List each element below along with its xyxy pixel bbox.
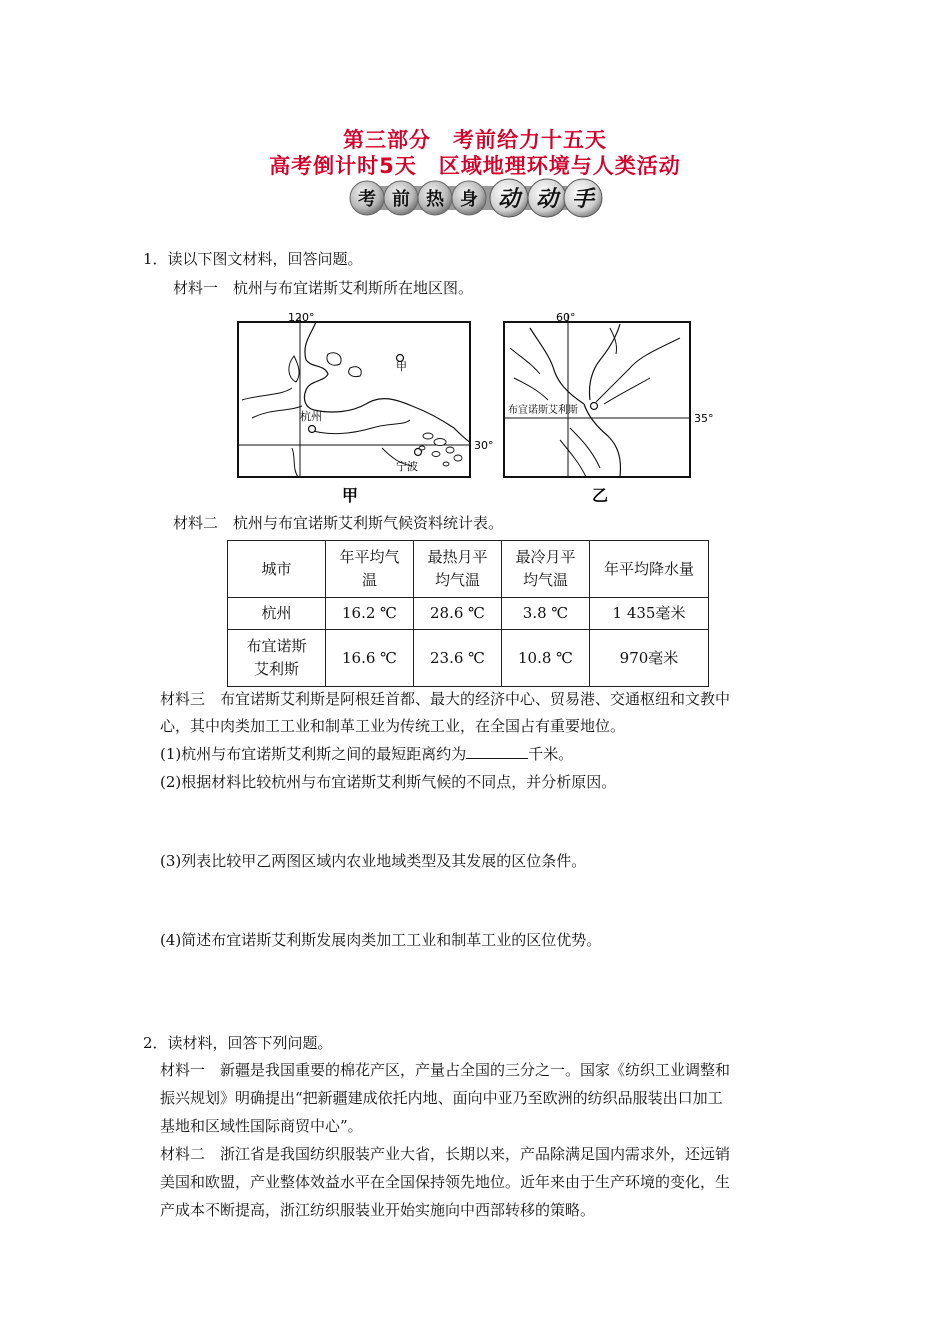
q1-material3-line1: 材料三 布宜诺斯艾利斯是阿根廷首都、最大的经济中心、贸易港、交通枢纽和文教中: [160, 690, 731, 708]
longitude-label: 120°: [288, 311, 315, 324]
longitude-label: 60°: [556, 311, 576, 324]
map-jia-caption: 甲: [342, 486, 359, 505]
banner-char: 考: [358, 189, 376, 210]
q2-material2-line3: 产成本不断提高，浙江纺织服装业开始实施向中西部转移的策略。: [160, 1201, 596, 1219]
q1-sub1: (1)杭州与布宜诺斯艾利斯之间的最短距离约为 千米。: [160, 745, 574, 763]
banner-char: 手: [571, 187, 595, 212]
map-yi-caption: 乙: [592, 486, 609, 505]
table-header-cell: 年平均气 温: [326, 541, 414, 598]
answer-blank[interactable]: [466, 744, 528, 759]
climate-table: [227, 540, 709, 687]
q2-material1-line3: 基地和区域性国际商贸中心”。: [160, 1117, 363, 1135]
map-yi: [500, 308, 720, 508]
table-cell: 23.6 ℃: [414, 630, 502, 687]
hangzhou-label: 杭州: [300, 410, 322, 423]
banner-char: 身: [460, 189, 478, 210]
q1-sub4: (4)简述布宜诺斯艾利斯发展肉类加工工业和制革工业的区位优势。: [160, 931, 602, 949]
table-header-cell: 城市: [228, 541, 326, 598]
table-cell: 杭州: [228, 598, 326, 630]
table-header-cell: 年平均降水量: [590, 541, 709, 598]
table-row: [228, 598, 709, 630]
point-jia-label: 甲: [396, 360, 407, 373]
table-cell: 16.2 ℃: [326, 598, 414, 630]
table-header-cell: 最冷月平 均气温: [502, 541, 590, 598]
page-title-line1: 第三部分 考前给力十五天: [343, 128, 607, 152]
q1-stem: 1．读以下图文材料，回答问题。: [143, 250, 363, 268]
table-cell: 970毫米: [590, 630, 709, 687]
banner-char: 动: [497, 187, 521, 212]
latitude-label: 30°: [474, 439, 494, 452]
map-frame: [504, 322, 690, 477]
warmup-banner: [345, 178, 605, 218]
table-cell: 28.6 ℃: [414, 598, 502, 630]
q2-material2-line1: 材料二 浙江省是我国纺织服装产业大省，长期以来，产品除满足国内需求外，还远销: [160, 1145, 731, 1163]
banner-char: 热: [426, 189, 444, 210]
buenos-aires-label: 布宜诺斯艾利斯: [508, 405, 578, 416]
page-title-line2: 高考倒计时5天 区域地理环境与人类活动: [269, 154, 681, 178]
q2-stem: 2．读材料，回答下列问题。: [143, 1034, 333, 1052]
table-cell: 3.8 ℃: [502, 598, 590, 630]
q1-material2: 材料二 杭州与布宜诺斯艾利斯气候资料统计表。: [173, 514, 504, 532]
table-cell: 1 435毫米: [590, 598, 709, 630]
hangzhou-marker: [309, 426, 316, 433]
table-header-row: [228, 541, 709, 598]
buenos-aires-marker: [591, 403, 598, 410]
q2-material1-line2: 振兴规划》明确提出“把新疆建成依托内地、面向中亚乃至欧洲的纺织品服装出口加工: [160, 1089, 723, 1107]
banner-char: 前: [392, 189, 410, 210]
ningbo-label: 宁波: [396, 460, 418, 473]
latitude-label: 35°: [694, 412, 714, 425]
table-cell: 16.6 ℃: [326, 630, 414, 687]
q1-sub2: (2)根据材料比较杭州与布宜诺斯艾利斯气候的不同点，并分析原因。: [160, 773, 617, 791]
table-cell: 10.8 ℃: [502, 630, 590, 687]
banner-char: 动: [535, 187, 559, 212]
q1-material1: 材料一 杭州与布宜诺斯艾利斯所在地区图。: [173, 279, 474, 297]
q2-material2-line2: 美国和欧盟，产业整体效益水平在全国保持领先地位。近年来由于生产环境的变化，生: [160, 1173, 731, 1191]
q1-sub3: (3)列表比较甲乙两图区域内农业地域类型及其发展的区位条件。: [160, 852, 587, 870]
table-row: [228, 630, 709, 687]
ningbo-marker: [415, 449, 422, 456]
q1-material3-line2: 心，其中肉类加工工业和制革工业为传统工业，在全国占有重要地位。: [160, 717, 626, 735]
table-cell: 布宜诺斯 艾利斯: [228, 630, 326, 687]
map-jia: [232, 308, 494, 508]
q2-material1-line1: 材料一 新疆是我国重要的棉花产区，产量占全国的三分之一。国家《纺织工业调整和: [160, 1061, 731, 1079]
table-header-cell: 最热月平 均气温: [414, 541, 502, 598]
